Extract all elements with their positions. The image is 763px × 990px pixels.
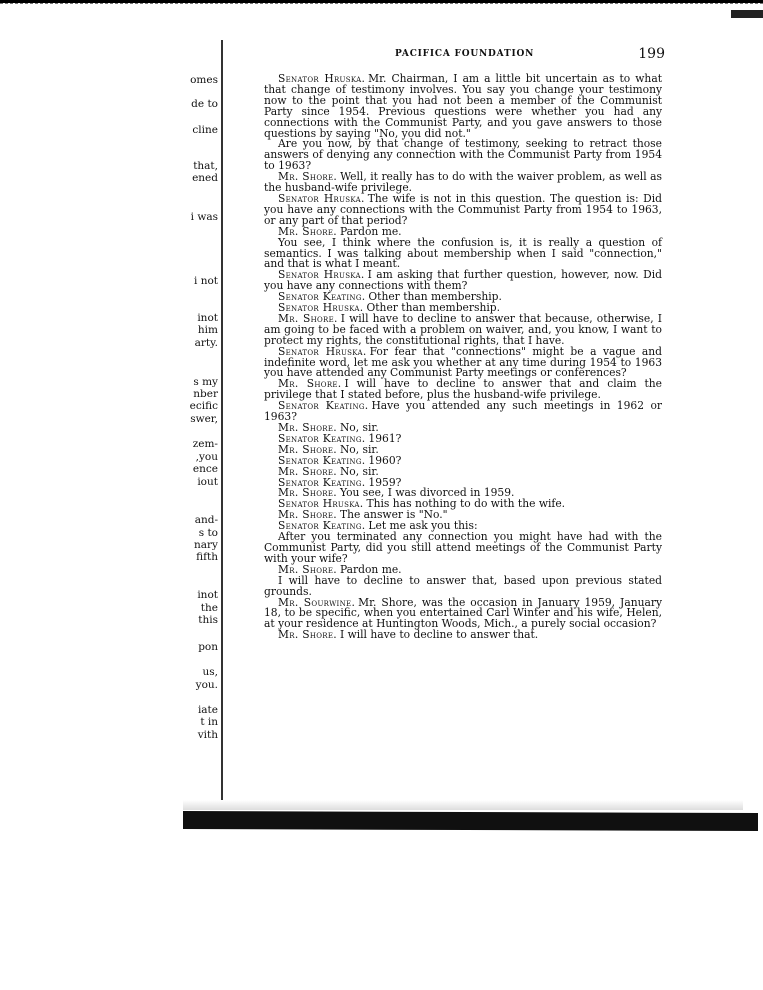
transcript-paragraph [264, 573, 662, 598]
corner-scan-mark [731, 10, 763, 18]
speaker-name: Mr. Shore. [278, 442, 337, 456]
facing-page-fragment: this [198, 614, 218, 626]
transcript-paragraph [264, 191, 662, 227]
transcript-paragraph [264, 630, 662, 641]
facing-page-fragment: and- [194, 514, 218, 526]
facing-page-fragment: iate [197, 704, 218, 716]
page-header [265, 46, 665, 64]
facing-page-fragment: fifth [196, 551, 218, 563]
transcript-paragraph [264, 172, 662, 194]
speaker-name: Senator Keating. [278, 519, 366, 533]
facing-page-fragment: zem- [192, 438, 218, 450]
speaker-name: Mr. Shore. [278, 377, 342, 391]
paragraph-text: I will have to decline to answer that because, otherwise, I am going to be faced with a problem on waiver, and, you know, I want to protect my rights, the constitutional rights, that I have. [264, 311, 662, 347]
paragraph-text: No, sir. [339, 421, 379, 434]
paragraph-text: I am asking that further question, however, now. Did you have any connections with them? [264, 268, 662, 293]
paragraph-text: Let me ask you this: [368, 519, 478, 533]
paragraph-text: You see, I think where the confusion is, it is really a question of semantics. I was talking about membership when I said "connection," and that is what I meant. [264, 235, 662, 271]
facing-page-fragment: swer, [190, 413, 218, 425]
facing-page-fragment: cline [192, 124, 218, 136]
speaker-name: Senator Keating. [278, 431, 366, 445]
facing-page-fragment: ened [192, 172, 218, 184]
paragraph-text: The wife is not in this question. The question is: Did you have any connections with the Communist Party from 1954 to 1963, or any part of that period? [264, 191, 662, 227]
speaker-name: Mr. Shore. [278, 421, 337, 434]
bottom-scan-shadow [183, 800, 743, 810]
speaker-name: Senator Keating. [278, 399, 369, 413]
paragraph-text: I will have to decline to answer that and claim the privilege that I stated before, plus the husband-wife privilege. [264, 377, 663, 402]
paragraph-text: The answer is "No." [339, 508, 448, 522]
paragraph-text: Pardon me. [339, 562, 402, 576]
transcript-paragraph [264, 139, 662, 172]
facing-page-fragment: nary [194, 539, 218, 551]
paragraph-text: I will have to decline to answer that. [339, 628, 539, 642]
speaker-name: Mr. Shore. [278, 464, 337, 478]
speaker-name: Senator Hruska. [278, 497, 364, 511]
transcript-body [264, 74, 662, 641]
facing-page-fragment: s my [193, 376, 218, 388]
paragraph-text: Mr. Chairman, I am a little bit uncertain as to what that change of testimony involves. You say you change your testimony now to the point that you had not been a member of the Communist Party since 1954. Previous questions were whether you had any connections with the Communist Party, and you gave answers to those questions by saying "No, you did not." [264, 72, 662, 140]
transcript-paragraph [264, 311, 662, 347]
facing-page-fragment: inot [197, 589, 218, 601]
paragraph-text: Well, it really has to do with the waiver problem, as well as the husband-wife privilege. [264, 170, 662, 195]
paragraph-text: Other than membership. [368, 290, 502, 304]
paragraph-text: 1959? [368, 475, 402, 489]
paragraph-text: Other than membership. [366, 301, 500, 315]
paragraph-text: For fear that "connections" might be a vague and indefinite word, let me ask you whether at any time during 1954 to 1963 you have attended any Communist Party meetings or conferences? [264, 344, 662, 380]
facing-page-fragment: pon [198, 641, 218, 653]
bottom-scan-edge [183, 811, 758, 831]
speaker-name: Senator Hruska. [278, 301, 364, 315]
facing-page-fragment: inot [197, 312, 218, 324]
transcript-paragraph [264, 595, 662, 631]
transcript-paragraph [264, 532, 662, 565]
facing-page-fragment: iout [197, 476, 218, 488]
facing-page-fragment: vith [197, 729, 218, 741]
speaker-name: Senator Keating. [278, 453, 366, 467]
transcript-paragraph [264, 379, 662, 401]
speaker-name: Mr. Shore. [278, 508, 337, 522]
facing-page-fragment: us, [202, 666, 218, 678]
facing-page-fragment: him [197, 324, 218, 336]
transcript-paragraph [264, 235, 662, 271]
speaker-name: Senator Hruska. [278, 268, 365, 282]
transcript-paragraph [264, 344, 662, 380]
paragraph-text: After you terminated any connection you might have had with the Communist Party, did you still attend meetings of the Communist Party with your wife? [264, 530, 662, 565]
paragraph-text: 1961? [368, 431, 402, 445]
transcript-paragraph [264, 74, 662, 139]
paragraph-text: I will have to decline to answer that, based upon previous stated grounds. [264, 573, 662, 598]
facing-page-fragment: ence [192, 463, 218, 475]
speaker-name: Senator Hruska. [278, 344, 367, 358]
facing-page-fragment: that, [193, 160, 218, 172]
facing-page-fragment: you. [195, 679, 218, 691]
paragraph-text: Pardon me. [339, 224, 402, 238]
speaker-name: Mr. Shore. [278, 170, 338, 184]
speaker-name: Mr. Shore. [278, 486, 337, 500]
paragraph-text: No, sir. [339, 464, 379, 478]
running-head: PACIFICA FOUNDATION [395, 49, 535, 59]
paragraph-text: No, sir. [339, 442, 379, 456]
facing-page-fragment: t in [200, 716, 218, 728]
facing-page-fragment: s to [198, 527, 218, 539]
paragraph-text: Are you now, by that change of testimony, seeking to retract those answers of denying any connection with the Communist Party from 1954 to 1963? [264, 137, 662, 173]
facing-page-fragment: de to [191, 98, 218, 110]
paragraph-text: Have you attended any such meetings in 1962 or 1963? [264, 399, 663, 424]
paragraph-text: You see, I was divorced in 1959. [339, 486, 515, 500]
facing-page-fragment: omes [190, 74, 218, 86]
book-gutter-line [221, 40, 223, 800]
speaker-name: Mr. Shore. [278, 562, 337, 576]
speaker-name: Mr. Shore. [278, 311, 338, 325]
facing-page-fragment: nber [193, 388, 218, 400]
paragraph-text: Mr. Shore, was the occasion in January 1959, January 18, to be specific, when you entertained Carl Winter and his wife, Helen, at your residence at Huntington Woods, Mich., a purely social occasion? [264, 595, 662, 631]
speaker-name: Mr. Shore. [278, 628, 337, 642]
transcript-paragraph [264, 401, 662, 423]
facing-page-fragment: arty. [194, 337, 218, 349]
speaker-name: Senator Hruska. [278, 72, 366, 85]
paragraph-text: This has nothing to do with the wife. [366, 497, 566, 511]
speaker-name: Senator Keating. [278, 475, 366, 489]
page-number: 199 [638, 46, 665, 62]
speaker-name: Mr. Sourwine. [278, 595, 356, 609]
top-dashed-rule [0, 3, 763, 5]
paragraph-text: 1960? [368, 453, 402, 467]
facing-page-fragment: ecific [189, 400, 218, 412]
facing-page-fragment: ,you [195, 451, 218, 463]
transcript-paragraph [264, 270, 662, 292]
speaker-name: Senator Hruska. [278, 191, 365, 205]
facing-page-fragment: the [200, 602, 218, 614]
facing-page-fragment: i not [194, 275, 218, 287]
facing-page-fragment: i was [190, 211, 218, 223]
speaker-name: Senator Keating. [278, 290, 366, 304]
speaker-name: Mr. Shore. [278, 224, 337, 238]
